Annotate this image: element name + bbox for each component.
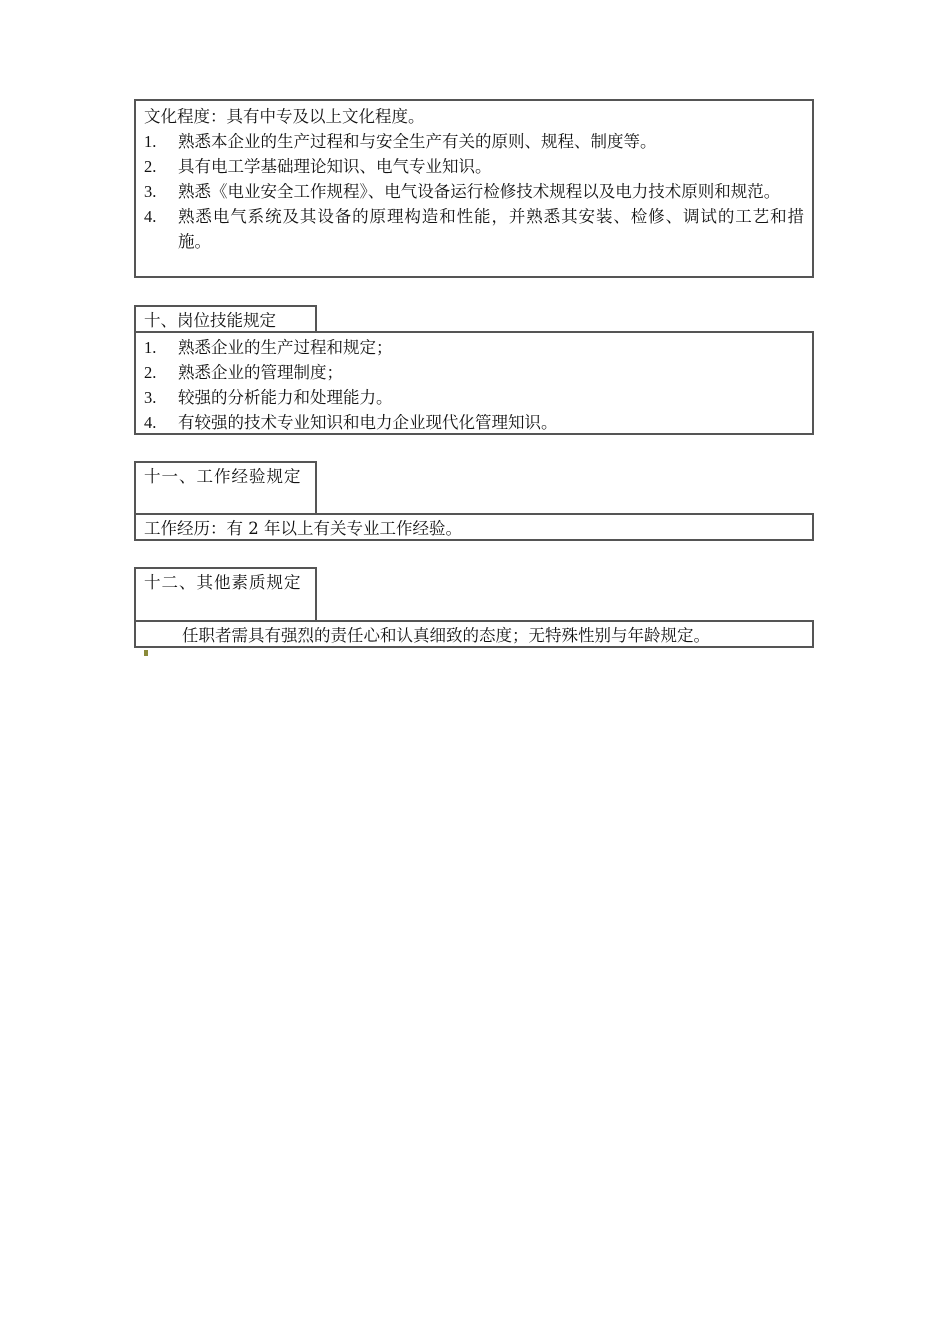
item-text: 熟悉本企业的生产过程和与安全生产有关的原则、规程、制度等。 [178,132,657,151]
experience-section [134,513,814,541]
list-item [136,129,812,154]
list-item [136,204,812,254]
education-heading: 文化程度：具有中专及以上文化程度。 [144,107,425,126]
skills-title: 十、岗位技能规定 [134,305,317,332]
list-item [136,385,812,410]
item-number: 2. [144,157,157,176]
item-text: 较强的分析能力和处理能力。 [178,388,393,407]
item-number: 3. [144,182,157,201]
item-number: 3. [144,388,157,407]
item-number: 1. [144,132,157,151]
experience-text: 工作经历：有 2 年以上有关专业工作经验。 [144,519,462,538]
other-title: 十二、其他素质规定 [134,567,317,621]
list-item [136,179,812,204]
item-number: 4. [144,413,157,432]
other-text: 任职者需具有强烈的责任心和认真细致的态度；无特殊性别与年龄规定。 [182,626,710,645]
item-number: 4. [144,207,157,226]
list-item [136,154,812,179]
skills-section [134,331,814,435]
other-section [134,620,814,648]
item-number: 2. [144,363,157,382]
item-number: 1. [144,338,157,357]
experience-title: 十一、工作经验规定 [134,461,317,514]
list-item [136,360,812,385]
list-item [136,335,812,360]
list-item [136,410,812,435]
item-text: 熟悉《电业安全工作规程》、电气设备运行检修技术规程以及电力技术原则和规范。 [178,182,781,201]
education-section [134,99,814,278]
paragraph-marker [144,650,148,656]
item-text: 有较强的技术专业知识和电力企业现代化管理知识。 [178,413,558,432]
item-text: 熟悉企业的管理制度； [178,363,343,382]
item-text: 熟悉企业的生产过程和规定； [178,338,393,357]
item-text: 熟悉电气系统及其设备的原理构造和性能，并熟悉其安装、检修、调试的工艺和措施。 [178,207,804,251]
item-text: 具有电工学基础理论知识、电气专业知识。 [178,157,492,176]
